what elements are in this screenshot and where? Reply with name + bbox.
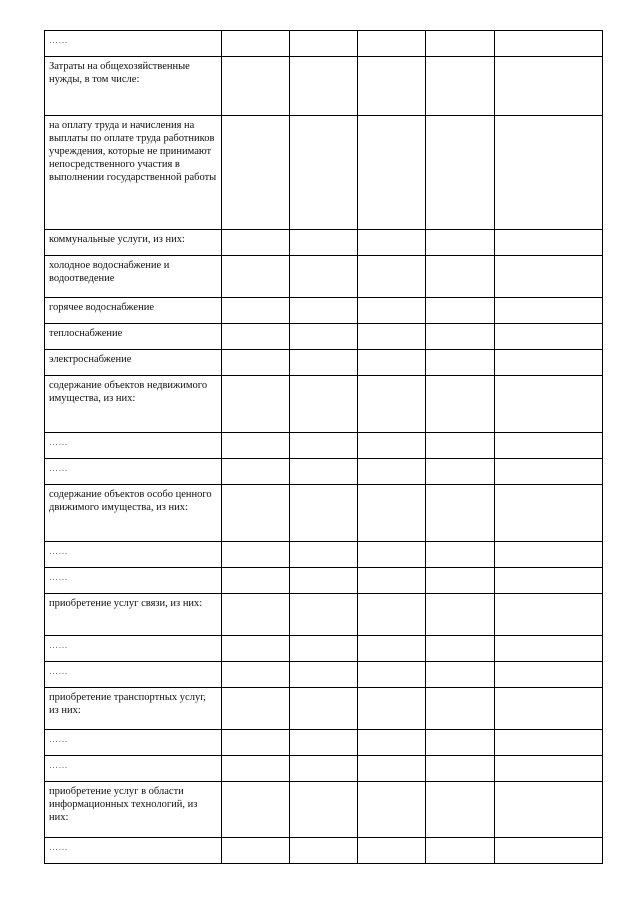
row-label: содержание объектов недвижимого имущества, из них: [45,376,222,433]
value-cell [290,542,358,568]
value-cell [222,730,290,756]
table-row [45,838,603,864]
value-cell [290,568,358,594]
table-row [45,756,603,782]
row-label: теплоснабжение [45,324,222,350]
value-cell [222,594,290,636]
value-cell [358,636,426,662]
value-cell [426,376,495,433]
value-cell [358,662,426,688]
table-row [45,782,603,838]
value-cell [495,730,603,756]
value-cell [495,350,603,376]
value-cell [358,594,426,636]
value-cell [358,688,426,730]
value-cell [222,376,290,433]
row-label: …… [45,568,222,594]
value-cell [426,636,495,662]
value-cell [290,350,358,376]
value-cell [495,756,603,782]
value-cell [495,31,603,57]
value-cell [290,730,358,756]
value-cell [426,324,495,350]
value-cell [290,688,358,730]
value-cell [495,298,603,324]
row-label: электроснабжение [45,350,222,376]
table-row [45,636,603,662]
value-cell [426,782,495,838]
value-cell [290,376,358,433]
value-cell [426,459,495,485]
value-cell [495,485,603,542]
row-label: приобретение транспортных услуг, из них: [45,688,222,730]
value-cell [222,688,290,730]
value-cell [358,31,426,57]
table-row [45,485,603,542]
value-cell [290,57,358,116]
value-cell [222,298,290,324]
value-cell [290,459,358,485]
value-cell [358,485,426,542]
table-row [45,688,603,730]
value-cell [495,568,603,594]
value-cell [358,568,426,594]
value-cell [495,459,603,485]
value-cell [290,838,358,864]
table-row [45,230,603,256]
value-cell [222,350,290,376]
value-cell [426,298,495,324]
value-cell [426,568,495,594]
value-cell [358,256,426,298]
value-cell [290,116,358,230]
table-row [45,433,603,459]
value-cell [426,485,495,542]
table-row [45,376,603,433]
value-cell [426,838,495,864]
value-cell [222,57,290,116]
value-cell [222,485,290,542]
value-cell [426,350,495,376]
table-row [45,57,603,116]
value-cell [426,688,495,730]
table-row [45,31,603,57]
table-row [45,662,603,688]
value-cell [358,782,426,838]
table-row [45,594,603,636]
value-cell [290,636,358,662]
value-cell [290,230,358,256]
value-cell [290,782,358,838]
value-cell [495,57,603,116]
value-cell [495,230,603,256]
value-cell [495,433,603,459]
row-label: содержание объектов особо ценного движимого имущества, из них: [45,485,222,542]
value-cell [290,298,358,324]
value-cell [222,662,290,688]
value-cell [222,433,290,459]
row-label: …… [45,838,222,864]
row-label: …… [45,459,222,485]
value-cell [290,256,358,298]
value-cell [358,433,426,459]
row-label: на оплату труда и начисления на выплаты по оплате труда работников учреждения, которые не принимают непосредственного участия в выполнении государственной работы [45,116,222,230]
table-row [45,568,603,594]
value-cell [222,756,290,782]
row-label: …… [45,542,222,568]
value-cell [426,116,495,230]
row-label: горячее водоснабжение [45,298,222,324]
value-cell [222,636,290,662]
value-cell [222,782,290,838]
value-cell [358,376,426,433]
value-cell [495,662,603,688]
value-cell [290,756,358,782]
value-cell [290,31,358,57]
value-cell [495,782,603,838]
value-cell [426,662,495,688]
value-cell [426,756,495,782]
value-cell [290,594,358,636]
value-cell [358,116,426,230]
value-cell [426,433,495,459]
value-cell [358,230,426,256]
value-cell [290,433,358,459]
value-cell [222,542,290,568]
value-cell [495,838,603,864]
value-cell [222,324,290,350]
value-cell [495,636,603,662]
value-cell [426,31,495,57]
table-row [45,116,603,230]
table-row [45,256,603,298]
row-label: коммунальные услуги, из них: [45,230,222,256]
row-label: …… [45,730,222,756]
value-cell [495,376,603,433]
value-cell [495,324,603,350]
value-cell [222,459,290,485]
value-cell [358,298,426,324]
value-cell [290,662,358,688]
row-label: Затраты на общехозяйственные нужды, в том числе: [45,57,222,116]
value-cell [222,31,290,57]
row-label: …… [45,662,222,688]
value-cell [290,324,358,350]
value-cell [495,116,603,230]
value-cell [222,568,290,594]
value-cell [358,542,426,568]
value-cell [426,594,495,636]
row-label: …… [45,31,222,57]
value-cell [495,256,603,298]
row-label: приобретение услуг связи, из них: [45,594,222,636]
row-label: …… [45,756,222,782]
row-label: приобретение услуг в области информационных технологий, из них: [45,782,222,838]
value-cell [358,350,426,376]
cost-table [44,30,603,864]
table-row [45,459,603,485]
table-row [45,350,603,376]
value-cell [358,459,426,485]
value-cell [495,688,603,730]
value-cell [358,838,426,864]
value-cell [358,57,426,116]
table-row [45,730,603,756]
row-label: …… [45,636,222,662]
value-cell [426,730,495,756]
table-row [45,298,603,324]
value-cell [426,542,495,568]
row-label: …… [45,433,222,459]
value-cell [222,838,290,864]
value-cell [426,256,495,298]
value-cell [358,324,426,350]
value-cell [426,57,495,116]
value-cell [426,230,495,256]
value-cell [222,230,290,256]
value-cell [222,256,290,298]
value-cell [290,485,358,542]
table-row [45,542,603,568]
value-cell [495,542,603,568]
value-cell [222,116,290,230]
value-cell [495,594,603,636]
value-cell [358,756,426,782]
table-row [45,324,603,350]
value-cell [358,730,426,756]
row-label: холодное водоснабжение и водоотведение [45,256,222,298]
